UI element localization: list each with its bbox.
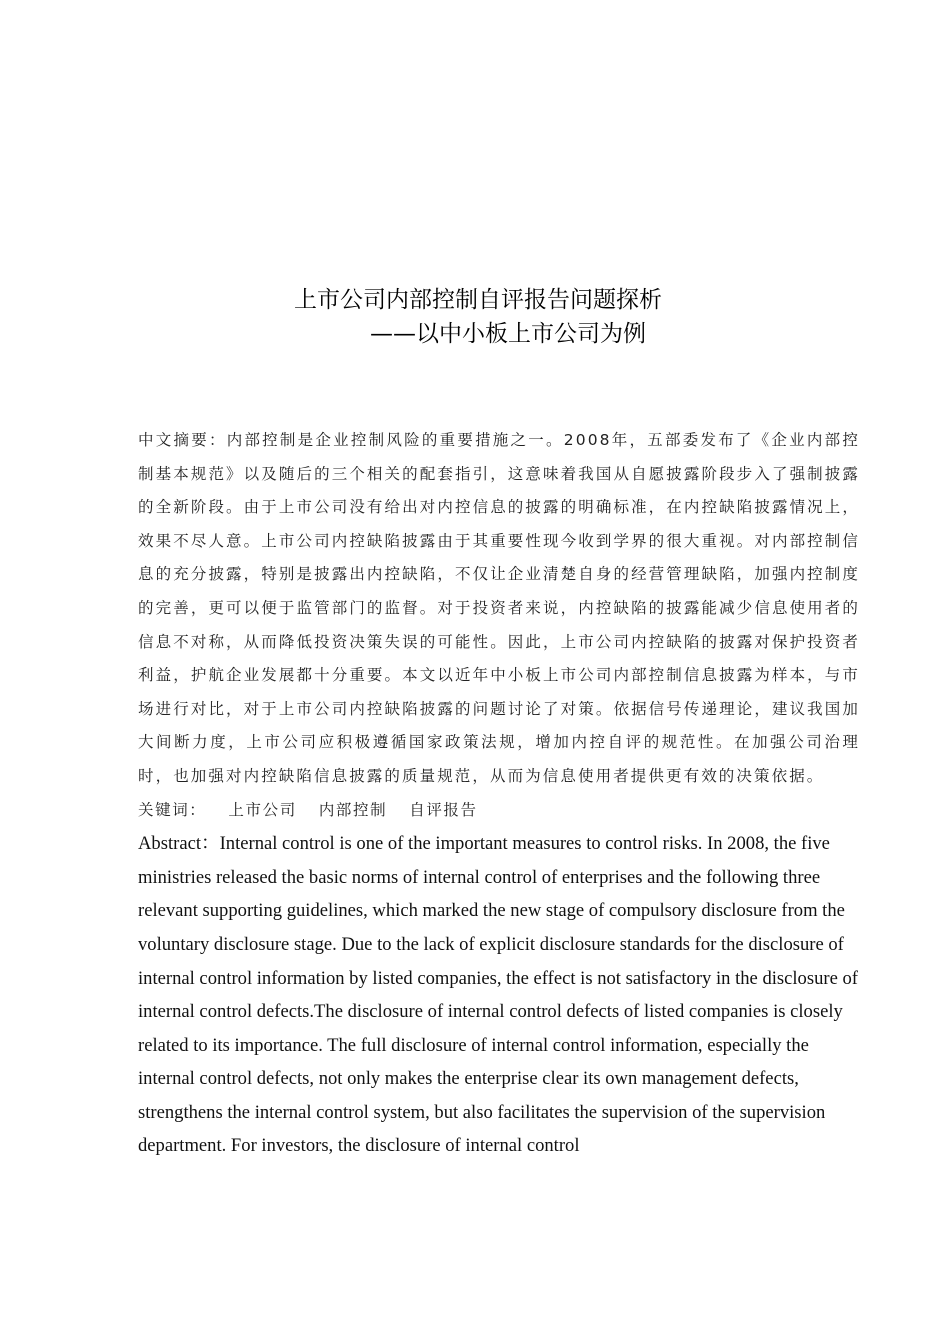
english-abstract-label: Abstract：	[138, 833, 220, 855]
keywords-label: 关键词：	[138, 800, 207, 819]
paper-subtitle: ——以中小板上市公司为例	[370, 321, 646, 347]
keyword-item: 上市公司	[228, 800, 297, 819]
keyword-item: 自评报告	[409, 800, 478, 819]
paper-title: 上市公司内部控制自评报告问题探析	[294, 287, 662, 313]
english-abstract	[138, 827, 860, 1163]
abstract-section	[138, 424, 860, 1163]
chinese-abstract-label: 中文摘要：	[138, 431, 227, 449]
keyword-item: 内部控制	[318, 800, 388, 819]
chinese-abstract	[138, 424, 860, 794]
english-abstract-text: Internal control is one of the important measures to control risks. In 2008, the five ministries released the basic norms of internal control of enterprises and the following three relevant supporting guidelines, which marked the new stage of compulsory disclosure from the voluntary disclosure stage. Due to the lack of explicit disclosure standards for the disclosure of internal control information by listed companies, the effect is not satisfactory in the disclosure of internal control defects.The disclosure of internal control defects of listed companies is closely related to its importance. The full disclosure of internal control information, especially the internal control defects, not only makes the enterprise clear its own management defects, strengthens the internal control system, but also facilitates the supervision of the supervision department. For investors, the disclosure of internal control	[138, 833, 858, 1157]
chinese-abstract-text: 内部控制是企业控制风险的重要措施之一。2008年，五部委发布了《企业内部控制基本规范》以及随后的三个相关的配套指引，这意味着我国从自愿披露阶段步入了强制披露的全新阶段。由于上市公司没有给出对内控信息的披露的明确标准，在内控缺陷披露情况上，效果不尽人意。上市公司内控缺陷披露由于其重要性现今收到学界的很大重视。对内部控制信息的充分披露，特别是披露出内控缺陷，不仅让企业清楚自身的经营管理缺陷，加强内控制度的完善，更可以便于监管部门的监督。对于投资者来说，内控缺陷的披露能减少信息使用者的信息不对称，从而降低投资决策失误的可能性。因此，上市公司内控缺陷的披露对保护投资者利益，护航企业发展都十分重要。本文以近年中小板上市公司内部控制信息披露为样本，与市场进行对比，对于上市公司内控缺陷披露的问题讨论了对策。依据信号传递理论，建议我国加大间断力度，上市公司应积极遵循国家政策法规，增加内控自评的规范性。在加强公司治理时，也加强对内控缺陷信息披露的质量规范，从而为信息使用者提供更有效的决策依据。	[138, 431, 860, 785]
keywords-line	[138, 794, 860, 828]
